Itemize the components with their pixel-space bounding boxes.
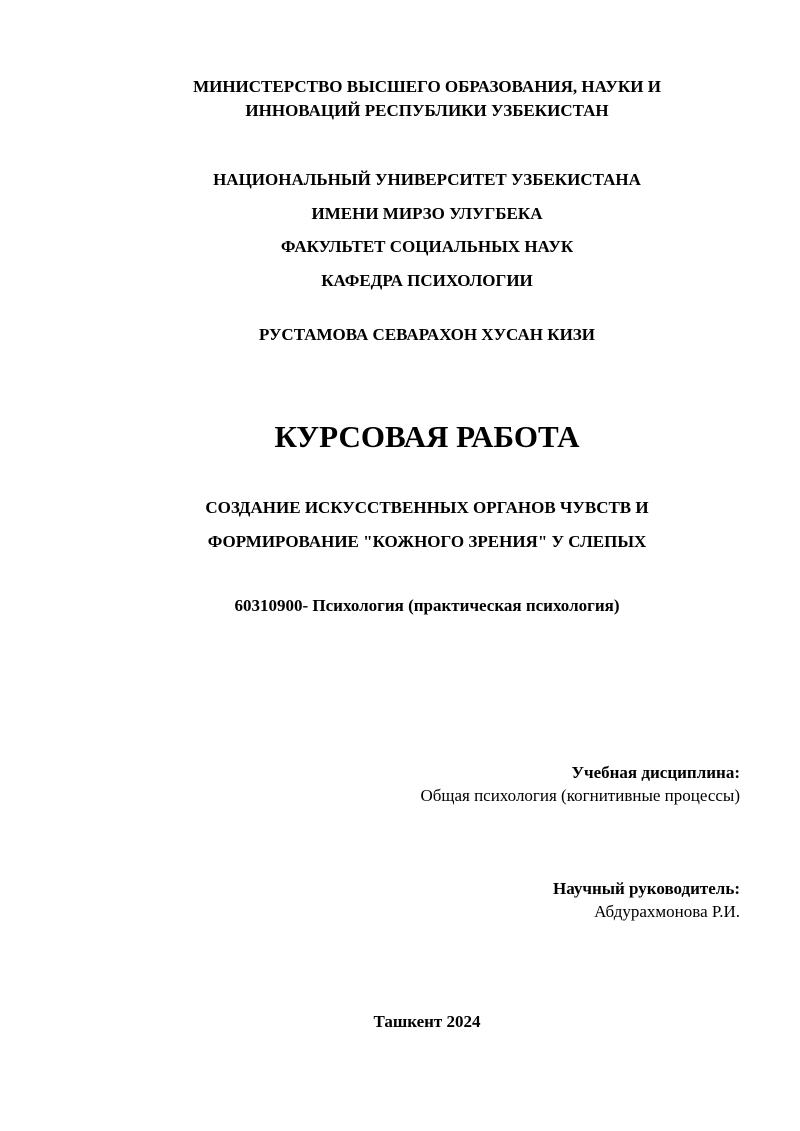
ministry-line-1: МИНИСТЕРСТВО ВЫСШЕГО ОБРАЗОВАНИЯ, НАУКИ И — [193, 77, 661, 96]
university-name-suffix: ИМЕНИ МИРЗО УЛУГБЕКА — [311, 204, 543, 223]
topic-line-1: СОЗДАНИЕ ИСКУССТВЕННЫХ ОРГАНОВ ЧУВСТВ И — [205, 498, 649, 517]
university-name: НАЦИОНАЛЬНЫЙ УНИВЕРСИТЕТ УЗБЕКИСТАНА — [213, 170, 641, 189]
city-year: Ташкент 2024 — [373, 1012, 481, 1031]
supervisor-label: Научный руководитель: — [553, 879, 740, 898]
document-type-title: КУРСОВАЯ РАБОТА — [274, 419, 580, 454]
discipline-value: Общая психология (когнитивные процессы) — [420, 786, 740, 805]
supervisor-value: Абдурахмонова Р.И. — [594, 902, 740, 921]
topic-line-2: ФОРМИРОВАНИЕ "КОЖНОГО ЗРЕНИЯ" У СЛЕПЫХ — [207, 532, 647, 551]
faculty-name: ФАКУЛЬТЕТ СОЦИАЛЬНЫХ НАУК — [280, 237, 574, 256]
author-name: РУСТАМОВА СЕВАРАХОН ХУСАН КИЗИ — [259, 325, 595, 344]
discipline-label: Учебная дисциплина: — [571, 763, 740, 782]
specialty-code: 60310900- Психология (практическая психология) — [234, 596, 620, 615]
department-name: КАФЕДРА ПСИХОЛОГИИ — [321, 271, 533, 290]
ministry-line-2: ИННОВАЦИЙ РЕСПУБЛИКИ УЗБЕКИСТАН — [245, 101, 609, 120]
